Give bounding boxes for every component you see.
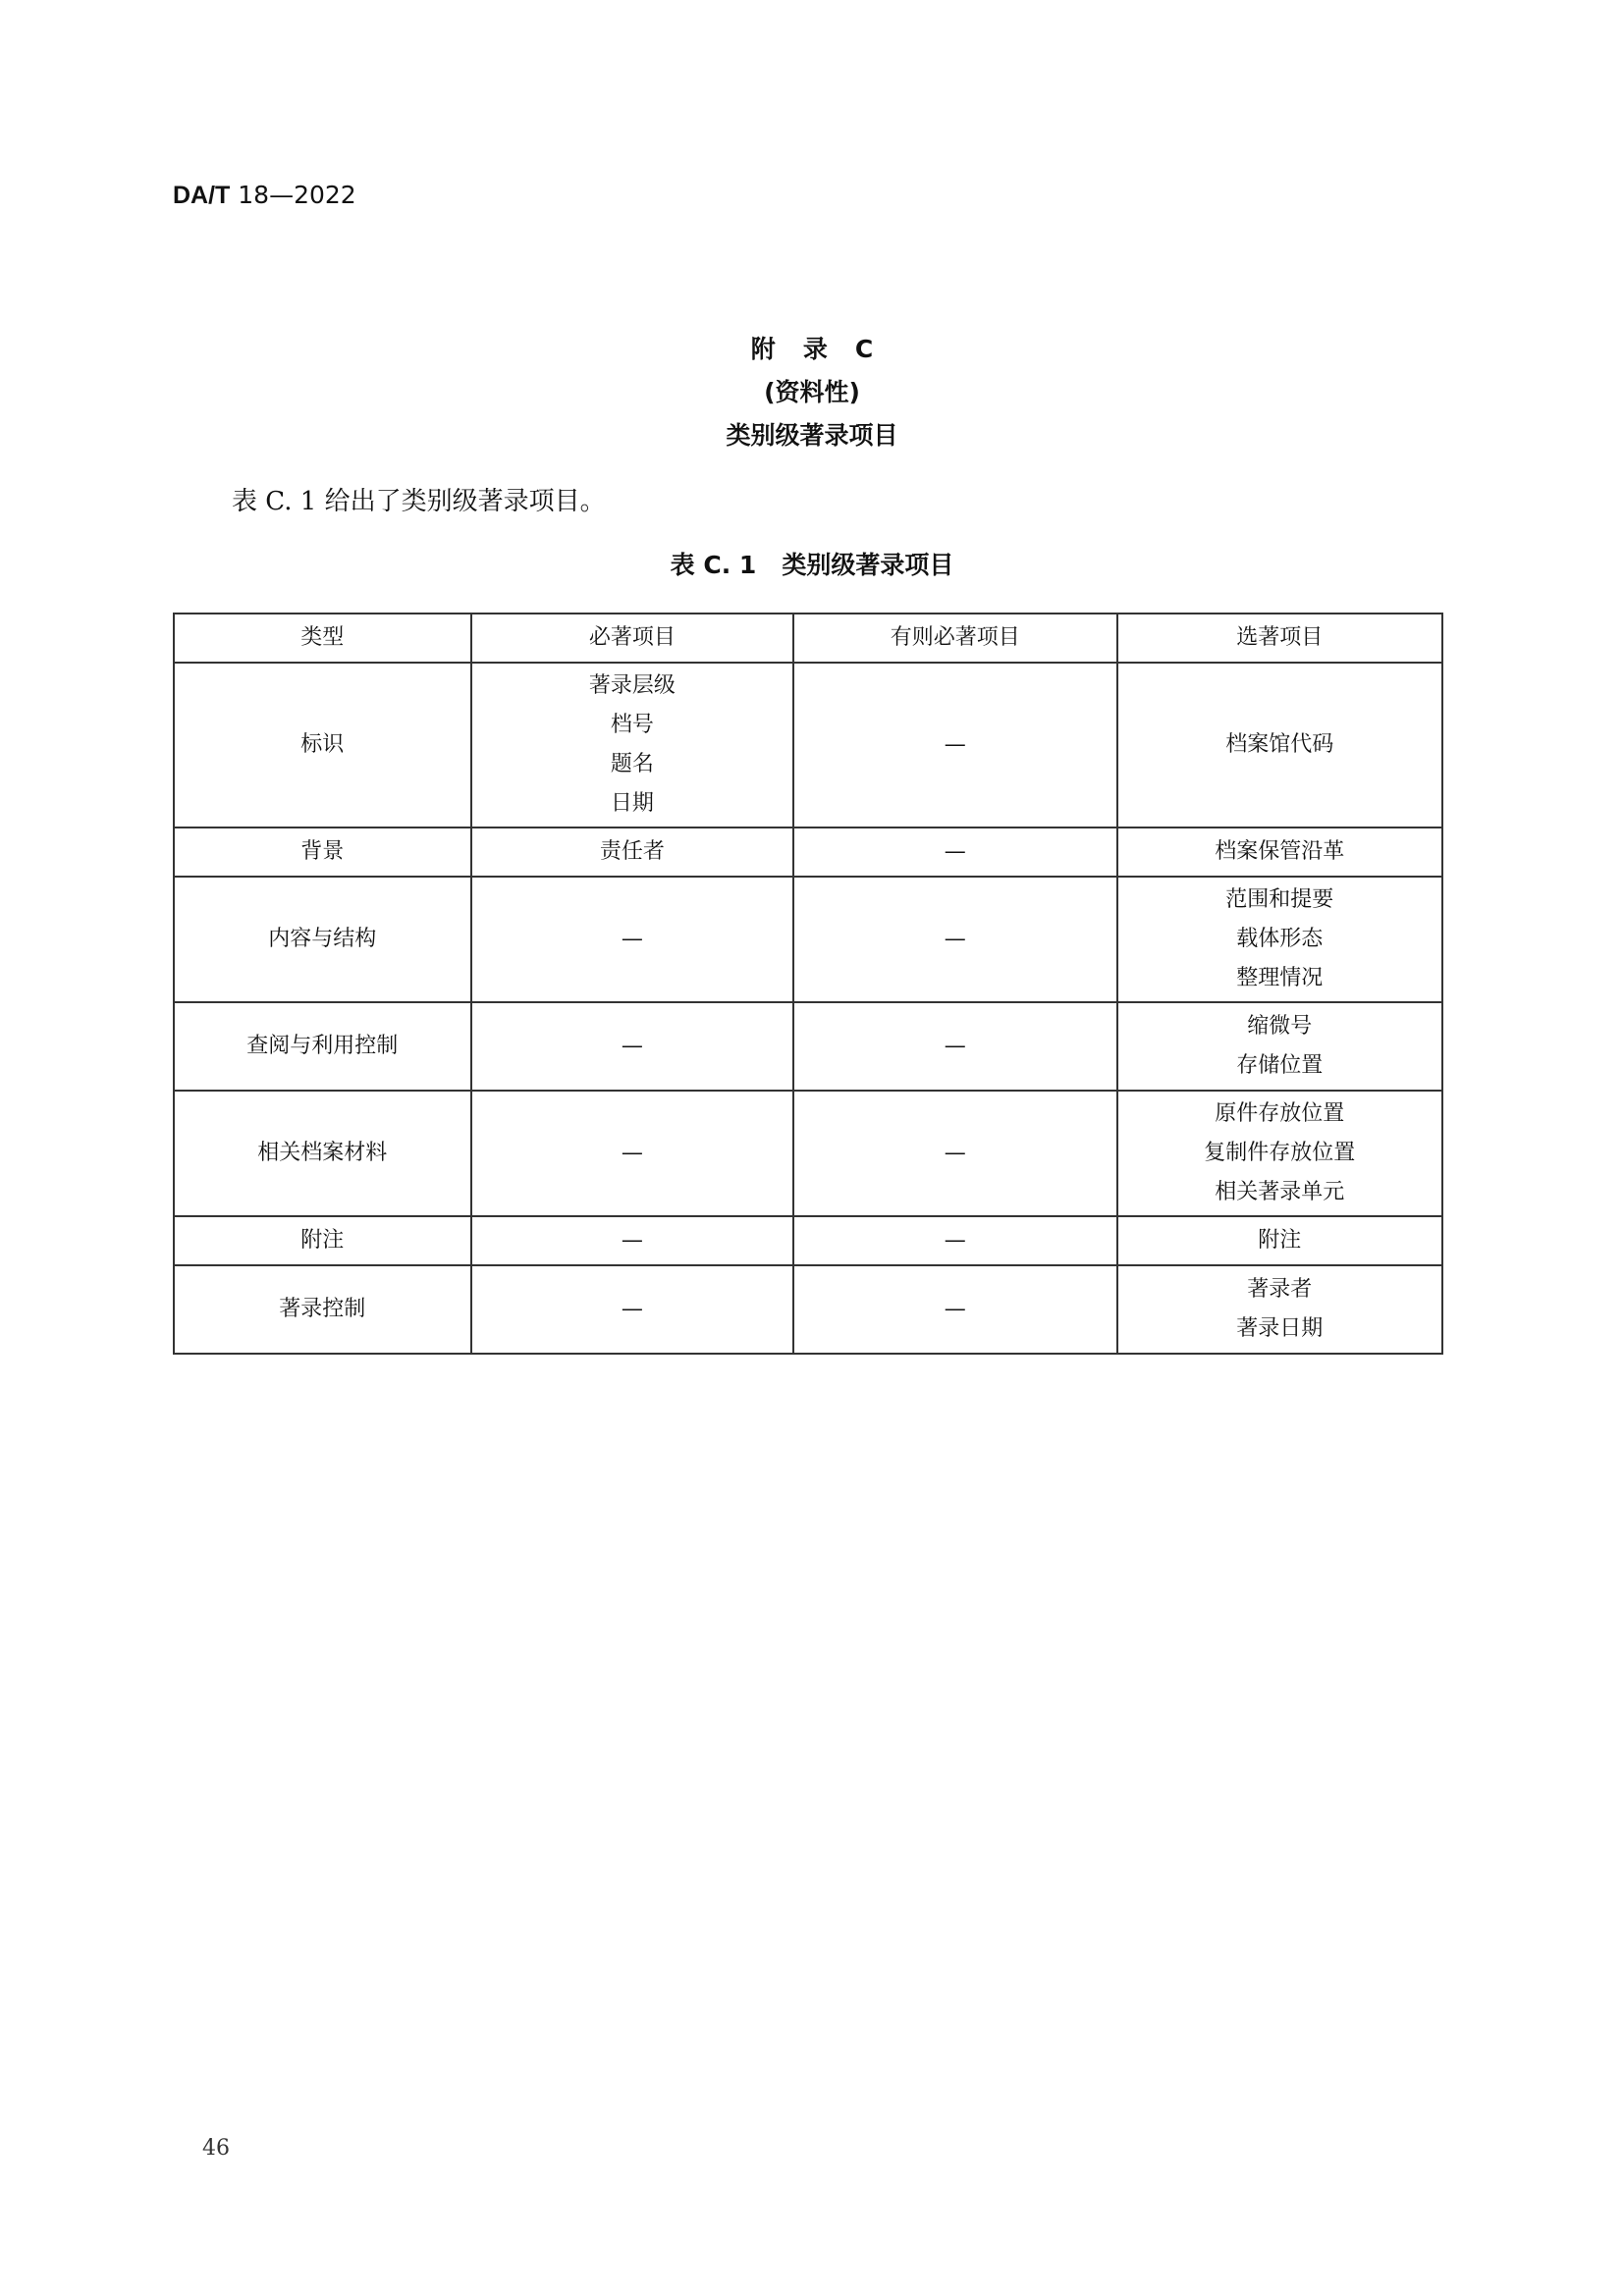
table-row bbox=[174, 1091, 1442, 1216]
intro-paragraph: 表 C. 1 给出了类别级著录项目。 bbox=[232, 487, 606, 516]
cell-item: 范围和提要 bbox=[1225, 887, 1334, 912]
cell-conditional bbox=[793, 877, 1116, 1002]
page-number: 46 bbox=[202, 2136, 230, 2161]
category-items-table bbox=[173, 613, 1443, 1355]
table-body bbox=[174, 663, 1442, 1354]
cell-item: — bbox=[621, 1297, 643, 1321]
standard-code-prefix: DA/T bbox=[173, 182, 231, 209]
cell-required bbox=[471, 1265, 793, 1354]
cell-type: 相关档案材料 bbox=[174, 1091, 471, 1216]
cell-item: — bbox=[944, 1297, 966, 1321]
standard-code-number: 18—2022 bbox=[230, 181, 356, 209]
cell-required bbox=[471, 663, 793, 828]
cell-optional bbox=[1117, 1091, 1442, 1216]
cell-optional bbox=[1117, 663, 1442, 828]
cell-type: 查阅与利用控制 bbox=[174, 1002, 471, 1091]
cell-required bbox=[471, 1216, 793, 1265]
cell-item: 复制件存放位置 bbox=[1204, 1141, 1356, 1165]
cell-item: 档案保管沿革 bbox=[1215, 839, 1345, 864]
cell-conditional bbox=[793, 828, 1116, 877]
cell-item: 题名 bbox=[610, 752, 654, 776]
cell-item: — bbox=[621, 927, 643, 951]
appendix-label: 附 bbox=[750, 335, 776, 363]
cell-optional bbox=[1117, 1002, 1442, 1091]
table-row bbox=[174, 1216, 1442, 1265]
cell-item: 附注 bbox=[1258, 1228, 1302, 1253]
cell-item: 著录层级 bbox=[588, 673, 676, 698]
cell-optional bbox=[1117, 877, 1442, 1002]
cell-optional bbox=[1117, 1265, 1442, 1354]
cell-item: 档案馆代码 bbox=[1225, 732, 1334, 757]
table-row bbox=[174, 663, 1442, 828]
header-type: 类型 bbox=[174, 614, 471, 663]
table-row bbox=[174, 828, 1442, 877]
cell-type: 内容与结构 bbox=[174, 877, 471, 1002]
table-caption-number: 表 C. 1 bbox=[670, 551, 757, 579]
cell-item: 日期 bbox=[610, 791, 654, 816]
cell-item: 著录者 bbox=[1247, 1277, 1313, 1302]
cell-item: — bbox=[621, 1034, 643, 1058]
cell-type: 附注 bbox=[174, 1216, 471, 1265]
cell-item: — bbox=[944, 1141, 966, 1165]
header-required: 必著项目 bbox=[471, 614, 793, 663]
appendix-subject: 类别级著录项目 bbox=[726, 421, 898, 450]
cell-conditional bbox=[793, 663, 1116, 828]
cell-conditional bbox=[793, 1216, 1116, 1265]
table-caption bbox=[0, 546, 1624, 581]
table-row bbox=[174, 1002, 1442, 1091]
cell-optional bbox=[1117, 1216, 1442, 1265]
standard-code bbox=[173, 181, 356, 210]
cell-type: 背景 bbox=[174, 828, 471, 877]
table-row bbox=[174, 877, 1442, 1002]
cell-required bbox=[471, 1002, 793, 1091]
appendix-label-2: 录 bbox=[802, 335, 828, 363]
table-caption-title: 类别级著录项目 bbox=[782, 551, 954, 579]
cell-item: 相关著录单元 bbox=[1215, 1180, 1345, 1204]
cell-item: 存储位置 bbox=[1236, 1053, 1324, 1078]
cell-item: — bbox=[621, 1141, 643, 1165]
cell-item: — bbox=[944, 839, 966, 864]
cell-type: 著录控制 bbox=[174, 1265, 471, 1354]
cell-item: 缩微号 bbox=[1247, 1014, 1313, 1039]
cell-item: — bbox=[621, 1228, 643, 1253]
table-row bbox=[174, 1265, 1442, 1354]
cell-item: — bbox=[944, 1228, 966, 1253]
cell-required bbox=[471, 1091, 793, 1216]
header-conditional: 有则必著项目 bbox=[793, 614, 1116, 663]
cell-conditional bbox=[793, 1002, 1116, 1091]
cell-optional bbox=[1117, 828, 1442, 877]
cell-item: — bbox=[944, 1034, 966, 1058]
cell-type: 标识 bbox=[174, 663, 471, 828]
cell-item: 整理情况 bbox=[1236, 966, 1324, 990]
cell-conditional bbox=[793, 1091, 1116, 1216]
cell-item: 责任者 bbox=[599, 839, 665, 864]
cell-item: 原件存放位置 bbox=[1215, 1101, 1345, 1126]
cell-item: — bbox=[944, 927, 966, 951]
table-header-row bbox=[174, 614, 1442, 663]
cell-required bbox=[471, 828, 793, 877]
header-optional: 选著项目 bbox=[1117, 614, 1442, 663]
cell-item: 著录日期 bbox=[1236, 1316, 1324, 1341]
cell-item: 载体形态 bbox=[1236, 927, 1324, 951]
appendix-title bbox=[0, 330, 1624, 365]
appendix-nature: (资料性) bbox=[764, 378, 860, 406]
cell-required bbox=[471, 877, 793, 1002]
cell-item: 档号 bbox=[610, 713, 654, 737]
cell-item: — bbox=[944, 732, 966, 757]
cell-conditional bbox=[793, 1265, 1116, 1354]
appendix-letter: C bbox=[854, 335, 874, 363]
